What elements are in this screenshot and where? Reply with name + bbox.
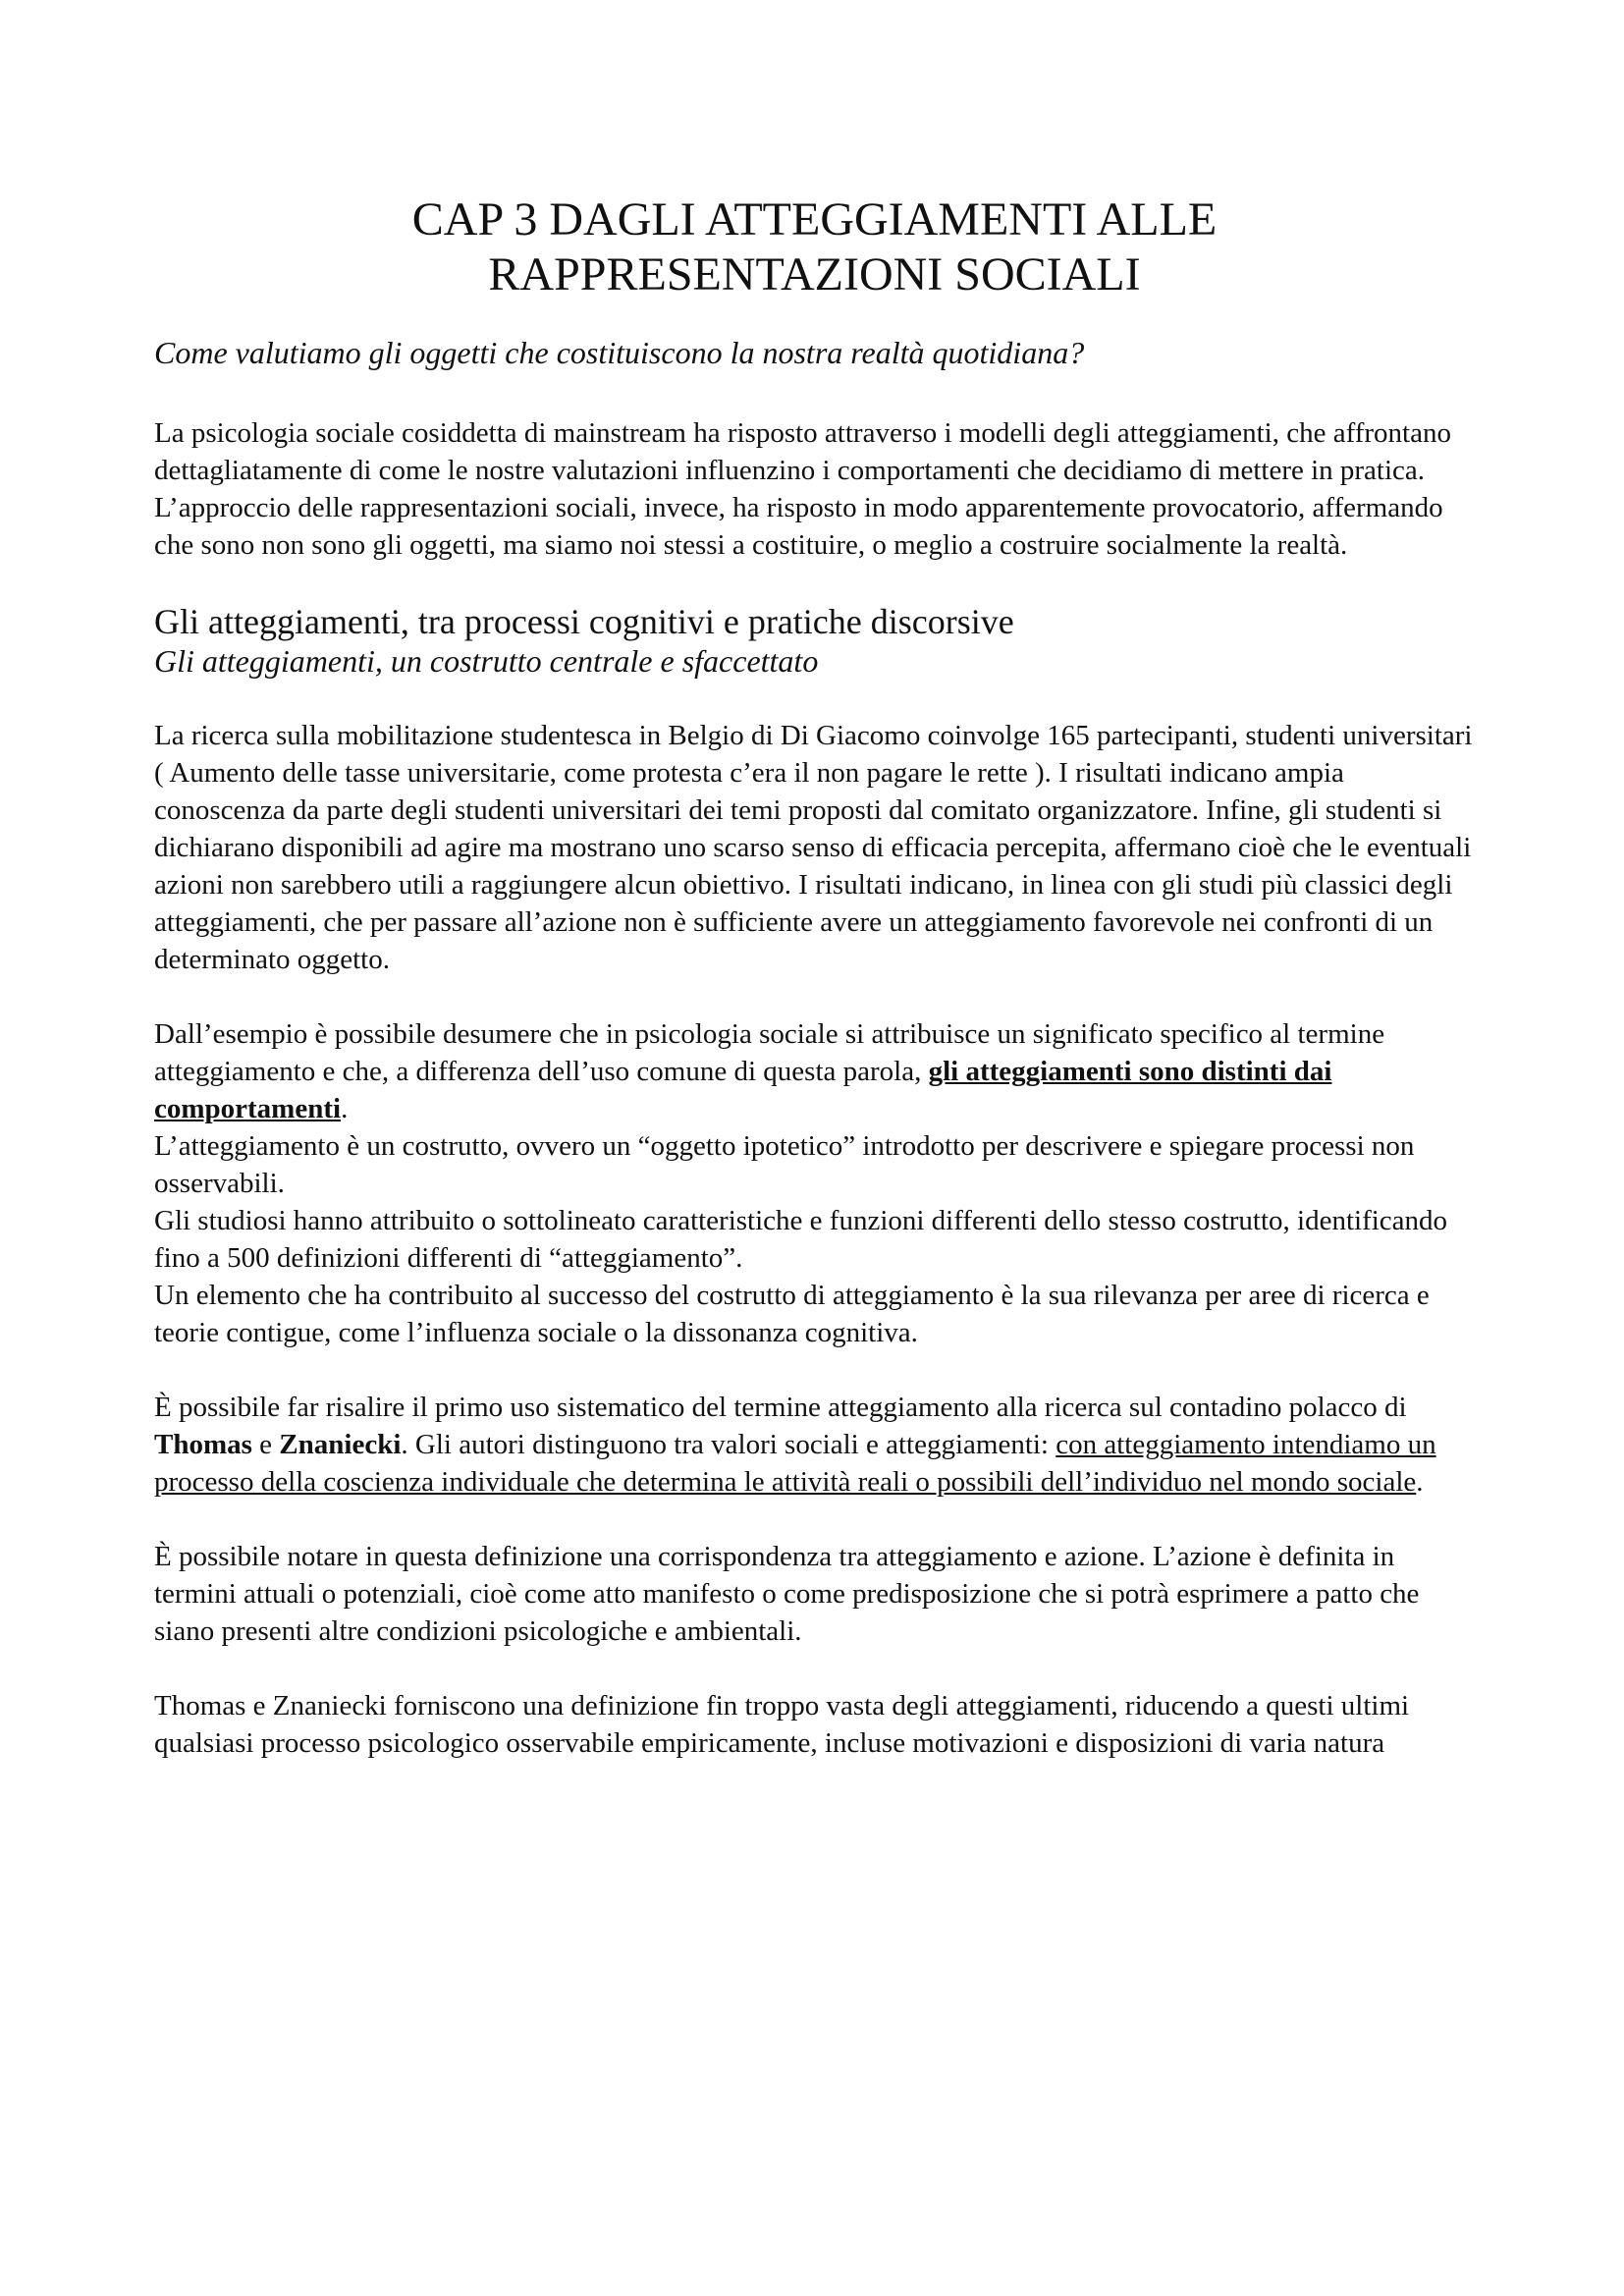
attitude-definition: con atteggiamento intendiamo un processo della coscienza individuale che determina le attività reali o possibili dell’individuo nel mondo sociale (154, 1429, 1436, 1498)
author-znaniecki: Znaniecki (279, 1429, 402, 1460)
document-page (154, 192, 1475, 1762)
thomas-paragraph (154, 1389, 1475, 1501)
example-emphasis: gli atteggiamenti sono distinti dai comportamenti (154, 1056, 1332, 1124)
lead-question: Come valutiamo gli oggetti che costituiscono la nostra realtà quotidiana? (154, 335, 1085, 370)
example-paragraph (154, 1015, 1475, 1127)
construct-line: L’atteggiamento è un costrutto, ovvero un “oggetto ipotetico” introdotto per descrivere e spiegare processi non osservabili. (154, 1130, 1415, 1199)
author-thomas: Thomas (154, 1429, 252, 1460)
chapter-title-line-2: RAPPRESENTAZIONI SOCIALI (488, 248, 1141, 301)
success-line: Un elemento che ha contribuito al successo del costrutto di atteggiamento è la sua rilevanza per aree di ricerca e teorie contigue, come l’influenza sociale o la dissonanza cognitiva. (154, 1280, 1430, 1348)
subsection-heading: Gli atteggiamenti, un costrutto centrale e sfaccettato (154, 643, 819, 679)
intro-paragraph: La psicologia sociale cosiddetta di mainstream ha risposto attraverso i modelli degli atteggiamenti, che affrontano dettagliatamente di come le nostre valutazioni influenzino i comportamenti che decidiamo di mettere in pratica. L’approccio delle rappresentazioni sociali, invece, ha risposto in modo apparentemente provocatorio, affermando che sono non sono gli oggetti, ma siamo noi stessi a costituire, o meglio a costruire socialmente la realtà. (154, 417, 1451, 561)
thomas-text-after: . (1416, 1466, 1424, 1498)
chapter-title-line-1: CAP 3 DAGLI ATTEGGIAMENTI ALLE (411, 193, 1218, 246)
thomas-text-middle: . Gli autori distinguono tra valori sociali e atteggiamenti: (401, 1429, 1056, 1460)
closing-paragraph: Thomas e Znaniecki forniscono una definizione fin troppo vasta degli atteggiamenti, riducendo a questi ultimi qualsiasi processo psicologico osservabile empiricamente, incluse motivazioni e disposizioni di varia natura (154, 1690, 1410, 1759)
chapter-title (154, 192, 1475, 302)
research-paragraph: La ricerca sulla mobilitazione studentesca in Belgio di Di Giacomo coinvolge 165 partecipanti, studenti universitari ( Aumento delle tasse universitarie, come protesta c’era il non pagare le rette ). I risultati indicano ampia conoscenza da parte degli studenti universitari dei temi proposti dal comitato organizzatore. Infine, gli studenti si dichiarano disponibili ad agire ma mostrano uno scarso senso di efficacia percepita, affermano cioè che le eventuali azioni non sarebbero utili a raggiungere alcun obiettivo. I risultati indicano, in linea con gli studi più classici degli atteggiamenti, che per passare all’azione non è sufficiente avere un atteggiamento favorevole nei confronti di un determinato oggetto. (154, 720, 1473, 975)
thomas-connector: e (251, 1429, 280, 1460)
example-text-before: Dall’esempio è possibile desumere che in psicologia sociale si attribuisce un significato specifico al termine atteggiamento e che, a differenza dell’uso comune di questa parola, (154, 1018, 1385, 1087)
action-paragraph: È possibile notare in questa definizione una corrispondenza tra atteggiamento e azione. L’azione è definita in termini attuali o potenziali, cioè come atto manifesto o come predisposizione che si potrà esprimere a patto che siano presenti altre condizioni psicologiche e ambientali. (154, 1541, 1420, 1647)
example-text-after: . (341, 1093, 349, 1124)
thomas-text-before: È possibile far risalire il primo uso sistematico del termine atteggiamento alla ricerca sul contadino polacco di (154, 1392, 1407, 1423)
scholars-line: Gli studiosi hanno attribuito o sottolineato caratteristiche e funzioni differenti dello stesso costrutto, identificando fino a 500 definizioni differenti di “atteggiamento”. (154, 1205, 1448, 1274)
section-heading: Gli atteggiamenti, tra processi cognitivi e pratiche discorsive (154, 602, 1014, 641)
